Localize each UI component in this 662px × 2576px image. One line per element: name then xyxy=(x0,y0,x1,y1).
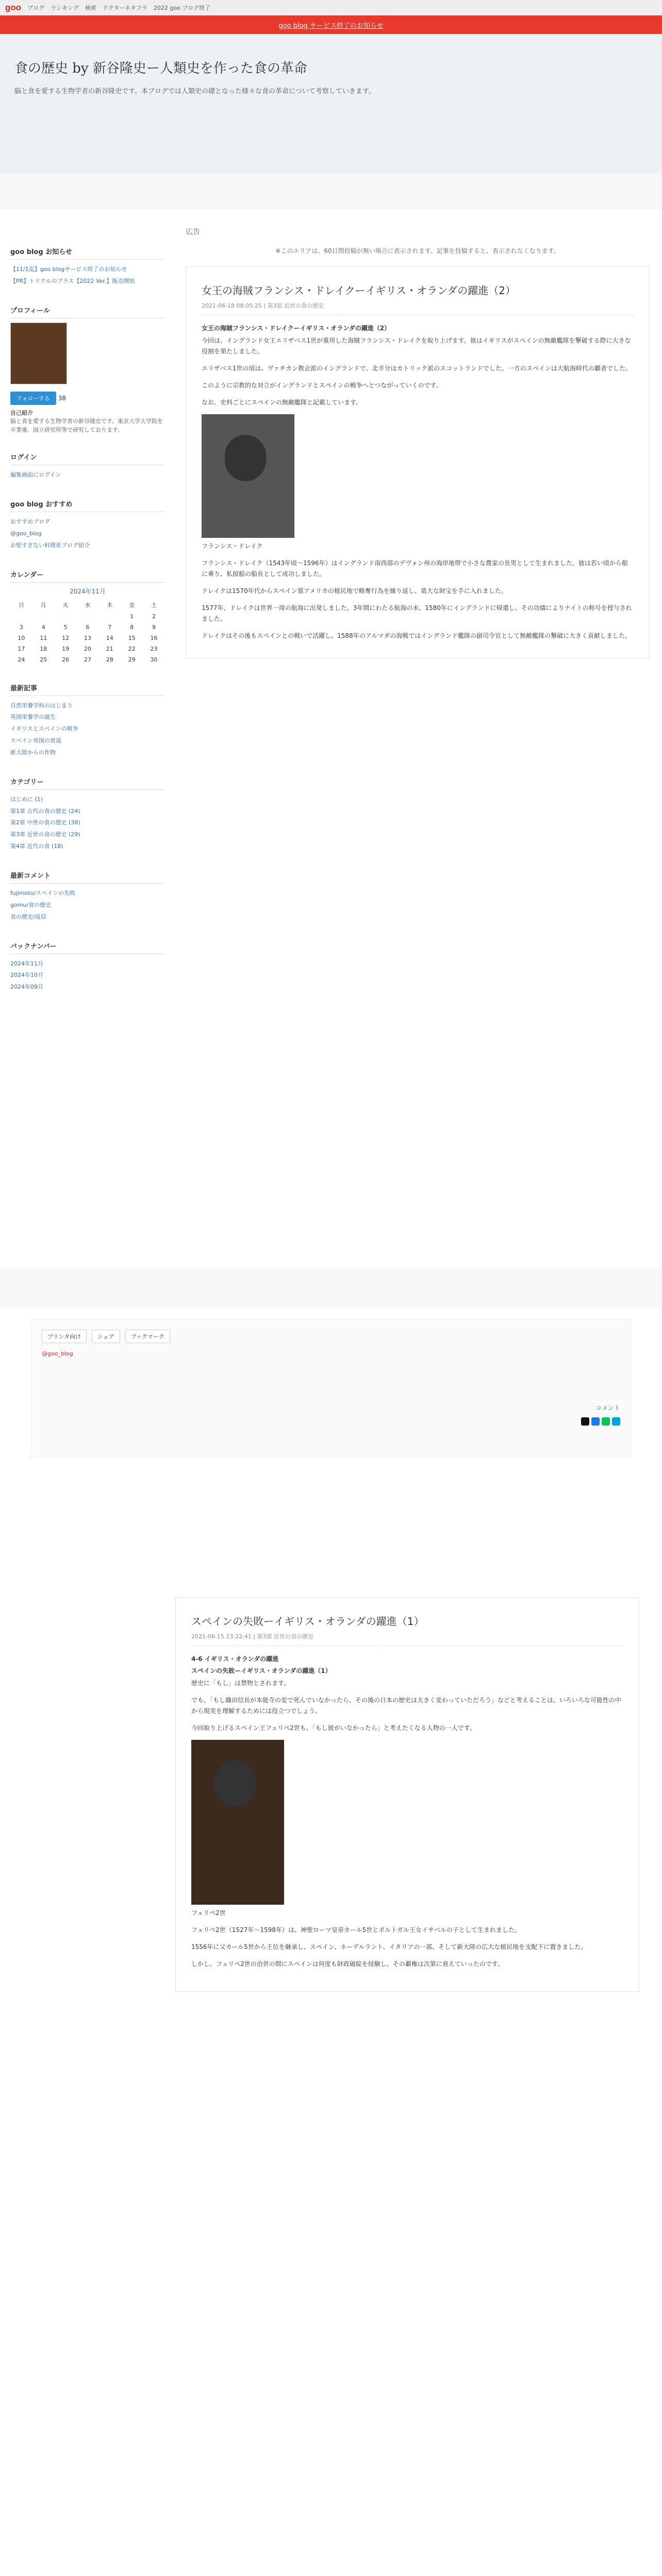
entry-paragraph: フランシス・ドレイク（1543年頃～1596年）はイングランド南西部のデヴォン州の海岸地帯で小さな農家の長男として生まれました。彼は若い頃から船に乗り、私掠船の船長として成功しました。 xyxy=(202,560,628,578)
recommend-link[interactable]: @goo_blog xyxy=(10,530,42,537)
top-link-search[interactable]: 検索 xyxy=(85,4,96,11)
entry-title[interactable]: スペインの失敗ーイギリス・オランダの躍進（1） xyxy=(191,1615,424,1628)
calendar-day: 17 xyxy=(18,645,25,652)
comment-link[interactable]: gomu/食の歴史 xyxy=(10,901,52,908)
calendar-day: 29 xyxy=(128,656,136,663)
inactive-notice: ※このエリアは、60日間投稿が無い場合に表示されます。記事を投稿すると、表示されなくなります。 xyxy=(275,247,560,255)
login-link[interactable]: 編集画面にログイン xyxy=(10,471,61,479)
main-content xyxy=(186,216,650,1267)
category-link[interactable]: 第3章 近世の食の歴史 (29) xyxy=(10,831,80,838)
sidebar xyxy=(10,242,165,1267)
profile-label: 自己紹介 xyxy=(10,409,33,416)
top-link-end[interactable]: 2022 goo ブログ終了 xyxy=(153,4,211,11)
sidebar-category-heading: カテゴリー xyxy=(10,772,165,790)
image-caption: フランシス・ドレイク xyxy=(202,543,263,550)
entry-heading: 女王の海賊フランシス・ドレイクーイギリス・オランダの躍進（2） xyxy=(202,325,391,332)
ad-banner-top xyxy=(0,173,662,209)
calendar-day: 13 xyxy=(84,634,91,641)
calendar-day: 24 xyxy=(18,656,25,663)
recommend-link[interactable]: おすすめブログ xyxy=(10,518,51,526)
blog-header xyxy=(0,34,662,173)
sidebar-profile-heading: プロフィール xyxy=(10,301,165,318)
calendar-day: 30 xyxy=(150,656,158,663)
line-share-icon[interactable] xyxy=(602,1417,610,1426)
entry-paragraph: しかし、フェリペ2世の治世の間にスペインは何度も財政破綻を経験し、その覇権は次第に衰えていったのです。 xyxy=(191,1960,504,1968)
calendar-day: 1 xyxy=(130,613,134,620)
sidebar-notice-link[interactable]: 【11/1迄】goo blogサービス終了のお知らせ xyxy=(10,266,127,273)
calendar-day: 25 xyxy=(40,656,47,663)
calendar-day: 18 xyxy=(40,645,47,652)
backnumber-link[interactable]: 2024年09月 xyxy=(10,984,43,991)
top-link-doctor[interactable]: ドクターネタフラ xyxy=(102,4,147,11)
comment-link[interactable]: コメント xyxy=(595,1404,620,1412)
calendar-day: 27 xyxy=(84,656,91,663)
top-navigation-bar xyxy=(0,0,662,15)
entry-meta: 2021-06-18 08:05:25 | 第3部 近世の食の歴史 xyxy=(202,301,634,315)
calendar-weekday: 水 xyxy=(85,601,91,608)
top-link-blog[interactable]: ブログ xyxy=(27,4,45,11)
entry-paragraph: 今回は、イングランド女王エリザベス1世が重用した海賊フランシス・ドレイクを取り上げます。彼はイギリスがスペインの無敵艦隊を撃破する際に大きな役割を果たしました。 xyxy=(202,337,631,355)
share-icons xyxy=(42,1417,620,1427)
calendar xyxy=(10,599,165,665)
calendar-day: 15 xyxy=(128,634,136,641)
entry-paragraph: ドレイクはその後もスペインとの戦いで活躍し、1588年のアルマダの海戦ではイングランド艦隊の副司令官として無敵艦隊の撃破に大きく貢献しました。 xyxy=(202,632,631,639)
calendar-day: 7 xyxy=(108,623,112,631)
calendar-day: 10 xyxy=(18,634,25,641)
entry-footer-area xyxy=(0,1309,662,2576)
calendar-day: 23 xyxy=(150,645,158,652)
calendar-day: 14 xyxy=(106,634,113,641)
bookmark-button[interactable]: ブックマーク xyxy=(125,1330,170,1343)
sidebar-calendar-heading: カレンダー xyxy=(10,565,165,583)
calendar-weekday: 月 xyxy=(40,601,46,608)
calendar-day: 19 xyxy=(62,645,70,652)
entry-title[interactable]: 女王の海賊フランシス・ドレイクーイギリス・オランダの躍進（2） xyxy=(202,284,516,297)
calendar-day xyxy=(77,611,99,622)
calendar-day xyxy=(98,611,121,622)
calendar-weekday: 日 xyxy=(18,601,24,608)
goo-blog-tag[interactable]: @goo_blog xyxy=(42,1350,73,1357)
entry-paragraph: 1556年に父カール5世から王位を継承し、スペイン、ネーデルラント、イタリアの一部、そして新大陸の広大な植民地を支配下に置きました。 xyxy=(191,1943,587,1951)
sidebar-comment-heading: 最新コメント xyxy=(10,866,165,884)
calendar-weekday: 木 xyxy=(107,601,113,608)
follower-count: 38 xyxy=(58,394,67,402)
profile-text: 脳と食を愛する生物学者の新谷隆史です。東京大学大学院を卒業後、国立研究所等で研究しております。 xyxy=(10,418,163,433)
calendar-day: 16 xyxy=(150,634,158,641)
recent-article-link[interactable]: 自然栄養学科のはじまり xyxy=(10,702,73,709)
calendar-day: 11 xyxy=(40,634,47,641)
entry-paragraph: 歴史に「もし」は禁物とされます。 xyxy=(191,1680,290,1687)
recent-article-link[interactable]: 英国栄養学の誕生 xyxy=(10,714,56,721)
portrait-image xyxy=(191,1740,284,1905)
category-link[interactable]: はじめに (1) xyxy=(10,795,43,803)
calendar-day: 26 xyxy=(62,656,70,663)
service-end-notice-text[interactable]: goo blog サービス終了のお知らせ xyxy=(278,22,384,30)
x-share-icon[interactable] xyxy=(581,1417,589,1426)
calendar-day xyxy=(32,611,55,622)
sidebar-login-heading: ログイン xyxy=(10,448,165,465)
blog-description: 脳と食を愛する生物学者の新谷隆史です。本ブログでは人類史の礎となった様々な食の革命について考察していきます。 xyxy=(14,88,375,95)
calendar-day: 5 xyxy=(63,623,68,631)
blog-entry xyxy=(175,1597,639,1992)
entry-tools xyxy=(31,1319,631,1458)
calendar-day xyxy=(55,611,77,622)
entry-paragraph: エリザベス1世の頃は、ヴァチカン教会派のイングランドで、北半分はカトリック派のスコットランドでした。一方のスペインは大航海時代の覇者でした。 xyxy=(202,365,632,372)
blog-title[interactable]: 食の歴史 by 新谷隆史ー人類史を作った食の革命 xyxy=(14,61,307,76)
sidebar-backnumber-heading: バックナンバー xyxy=(10,937,165,954)
calendar-day: 2 xyxy=(152,613,156,620)
category-link[interactable]: 第4章 近代の食 (18) xyxy=(10,843,63,850)
calendar-day: 28 xyxy=(106,656,113,663)
comment-link[interactable]: 食の歴史/返信 xyxy=(10,913,46,920)
calendar-day: 22 xyxy=(128,645,136,652)
ad-label[interactable]: 広告 xyxy=(186,228,200,236)
service-end-notice[interactable] xyxy=(0,15,662,34)
calendar-day: 3 xyxy=(19,623,23,631)
calendar-day: 9 xyxy=(152,623,156,631)
facebook-share-icon[interactable] xyxy=(591,1417,600,1426)
recent-article-link[interactable]: スペイン帝国の衰退 xyxy=(10,737,61,744)
calendar-weekday: 土 xyxy=(151,601,157,608)
entry-subheading: スペインの失敗ーイギリス・オランダの躍進（1） xyxy=(191,1667,332,1674)
image-caption: フェリペ2世 xyxy=(191,1909,226,1917)
entry-paragraph: でも、「もし織田信長が本能寺の変で死んでいなかったら、その後の日本の歴史は大きく変わっていただろう」などと考えることは、いろいろな可能性の中から現実を理解するためには役立つでしょう。 xyxy=(191,1697,621,1715)
print-button[interactable]: プリンタ向け xyxy=(42,1330,87,1343)
sidebar-recent-heading: 最新記事 xyxy=(10,679,165,696)
entry-paragraph: このように宗教的な対立がイングランドとスペインの戦争へとつながっていくのです。 xyxy=(202,382,442,389)
calendar-day xyxy=(10,611,32,622)
top-link-ranking[interactable]: ランキング xyxy=(51,4,79,11)
entry-paragraph: 1577年、ドレイクは世界一周の航海に出発しました。3年間にわたる航海の末、1580年にイングランドに帰還し、その功績によりナイトの称号を授与されました。 xyxy=(202,604,632,622)
calendar-weekday: 火 xyxy=(62,601,69,608)
blog-entry xyxy=(186,266,650,658)
share-button[interactable]: シェア xyxy=(92,1330,120,1343)
entry-paragraph: フェリペ2世（1527年～1598年）は、神聖ローマ皇帝カール5世とポルトガル王女イサベルの子として生まれました。 xyxy=(191,1926,521,1934)
recent-article-link[interactable]: 新大陸からの作物 xyxy=(10,749,56,756)
calendar-day: 6 xyxy=(86,623,90,631)
comment-link[interactable]: fujimoto/スペインの失敗 xyxy=(10,890,76,896)
calendar-day: 21 xyxy=(106,645,113,652)
entry-paragraph: なお、史料ごとにスペインの無敵艦隊と記載しています。 xyxy=(202,399,362,406)
calendar-day: 8 xyxy=(130,623,134,631)
sidebar-notice-link[interactable]: 【PR】トリクルのプラス【2022 Ver.】販売開始 xyxy=(10,277,135,284)
calendar-month: 2024年11月 xyxy=(70,587,106,595)
follow-button[interactable]: フォローする xyxy=(10,392,56,405)
avatar[interactable] xyxy=(10,323,67,384)
calendar-day: 20 xyxy=(84,645,91,652)
sidebar-recommend-heading: goo blog おすすめ xyxy=(10,495,165,512)
sidebar-notice-heading: goo blog お知らせ xyxy=(10,242,165,260)
portrait-image xyxy=(202,414,294,538)
calendar-day: 12 xyxy=(62,634,70,641)
entry-meta: 2021-06-15 23:22:41 | 第3部 近世の食の歴史 xyxy=(191,1632,623,1646)
category-link[interactable]: 第2章 中世の食の歴史 (38) xyxy=(10,819,80,826)
category-link[interactable]: 第1章 古代の食の歴史 (24) xyxy=(10,807,80,815)
recommend-link[interactable]: お堅すぎない料理系ブログ紹介 xyxy=(10,541,90,549)
goo-logo[interactable]: goo xyxy=(5,2,22,12)
recent-article-link[interactable]: イギリスとスペインの戦争 xyxy=(10,725,78,733)
entry-paragraph: ドレイクは1570年代からスペイン領アメリカの植民地で略奪行為を繰り返し、莫大な財宝を手に入れました。 xyxy=(202,587,507,595)
entry-heading: 4-6 イギリス・オランダの躍進 xyxy=(191,1655,279,1663)
ad-banner-middle xyxy=(0,1267,662,1309)
calendar-day: 4 xyxy=(41,623,45,631)
calendar-weekday: 金 xyxy=(129,601,135,608)
backnumber-link[interactable]: 2024年11月 xyxy=(10,960,43,967)
entry-paragraph: 今回取り上げるスペイン王フェリペ2世も、「もし彼がいなかったら」と考えたくなる人物の一人です。 xyxy=(191,1724,476,1732)
backnumber-link[interactable]: 2024年10月 xyxy=(10,972,43,979)
hatena-share-icon[interactable] xyxy=(612,1417,620,1426)
